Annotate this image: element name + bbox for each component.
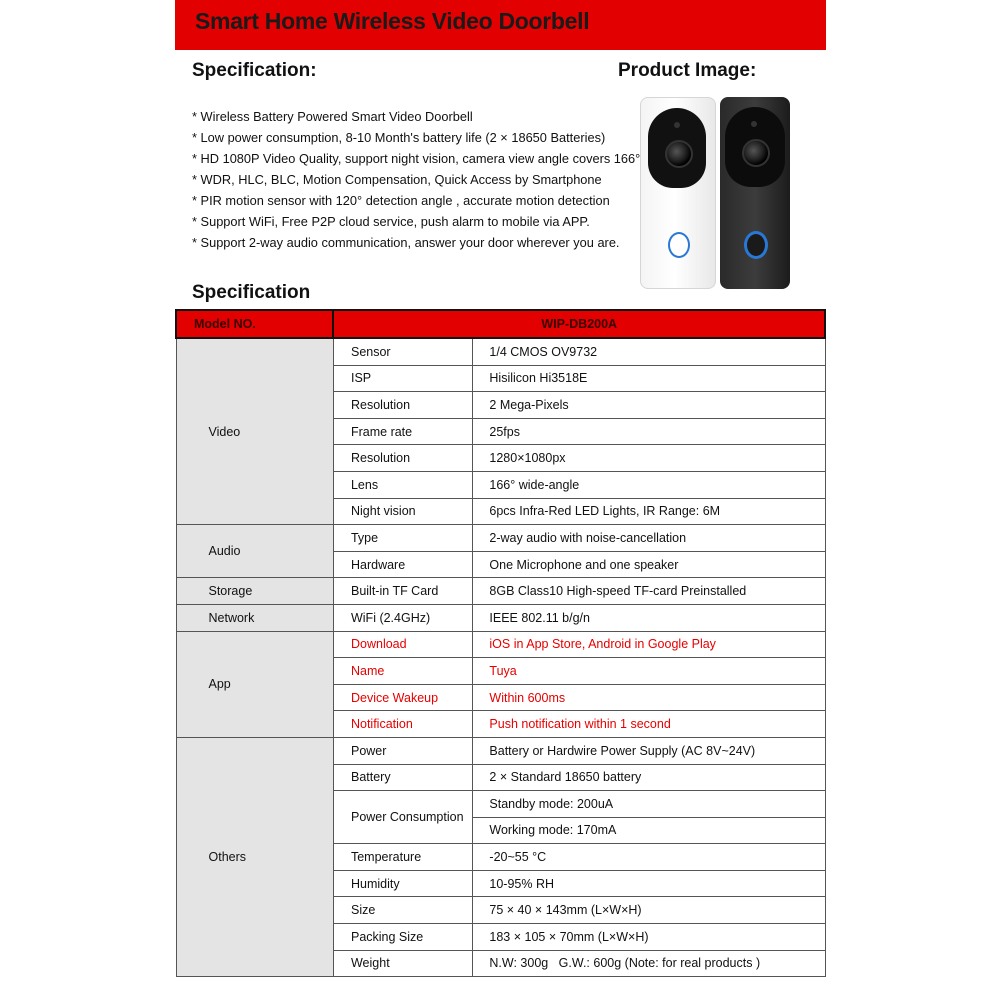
- spec-value: Push notification within 1 second: [473, 711, 825, 738]
- spec-value: 8GB Class10 High-speed TF-card Preinstalled: [473, 578, 825, 605]
- spec-value: Battery or Hardwire Power Supply (AC 8V~24V): [473, 737, 825, 764]
- specification-heading: Specification:: [192, 60, 317, 81]
- doorbell-white-image: [640, 97, 716, 289]
- doorbell-black-image: [720, 97, 790, 289]
- spec-item: Sensor: [333, 338, 472, 365]
- spec-item: ISP: [333, 365, 472, 392]
- feature-item: * Low power consumption, 8-10 Month's battery life (2 × 18650 Batteries): [192, 130, 606, 145]
- spec-value: N.W: 300g G.W.: 600g (Note: for real products ): [473, 950, 825, 977]
- spec-item: Night vision: [333, 498, 472, 525]
- model-value: WIP-DB200A: [333, 310, 825, 338]
- spec-item: Resolution: [333, 392, 472, 419]
- model-label: Model NO.: [176, 310, 333, 338]
- spec-item: Device Wakeup: [333, 684, 472, 711]
- spec-value: 75 × 40 × 143mm (L×W×H): [473, 897, 825, 924]
- spec-value: 2-way audio with noise-cancellation: [473, 525, 825, 552]
- spec-item: Humidity: [333, 870, 472, 897]
- spec-value: Standby mode: 200uA: [473, 791, 825, 818]
- spec-item: Packing Size: [333, 924, 472, 951]
- sensor-dot: [674, 122, 680, 128]
- category-storage: Storage: [176, 578, 333, 605]
- spec-value: 2 Mega-Pixels: [473, 392, 825, 419]
- spec-item: Lens: [333, 471, 472, 498]
- spec-value: -20~55 °C: [473, 844, 825, 871]
- camera-lens-icon: [742, 139, 770, 167]
- spec-item: Notification: [333, 711, 472, 738]
- spec-item: Built-in TF Card: [333, 578, 472, 605]
- spec-value: Hisilicon Hi3518E: [473, 365, 825, 392]
- spec-item: Power Consumption: [333, 791, 472, 844]
- spec-item: Weight: [333, 950, 472, 977]
- spec-value: One Microphone and one speaker: [473, 551, 825, 578]
- spec-value: 183 × 105 × 70mm (L×W×H): [473, 924, 825, 951]
- feature-item: * Support WiFi, Free P2P cloud service, push alarm to mobile via APP.: [192, 214, 590, 229]
- feature-item: * Support 2-way audio communication, answer your door wherever you are.: [192, 235, 620, 250]
- table-heading: Specification: [192, 282, 311, 303]
- category-video: Video: [176, 338, 333, 525]
- page-title: Smart Home Wireless Video Doorbell: [195, 8, 590, 34]
- spec-item: Battery: [333, 764, 472, 791]
- camera-face: [648, 108, 706, 188]
- table-row: [176, 338, 825, 365]
- spec-value: Tuya: [473, 658, 825, 685]
- spec-item: Resolution: [333, 445, 472, 472]
- spec-item: Frame rate: [333, 418, 472, 445]
- feature-item: * WDR, HLC, BLC, Motion Compensation, Quick Access by Smartphone: [192, 172, 602, 187]
- spec-item: Download: [333, 631, 472, 658]
- spec-value: Within 600ms: [473, 684, 825, 711]
- table-row: [176, 737, 825, 764]
- feature-list: [192, 106, 640, 253]
- camera-face: [725, 107, 785, 187]
- spec-value: IEEE 802.11 b/g/n: [473, 604, 825, 631]
- table-row: [176, 525, 825, 552]
- spec-value: 1280×1080px: [473, 445, 825, 472]
- table-header-row: [176, 310, 825, 338]
- spec-item: WiFi (2.4GHz): [333, 604, 472, 631]
- feature-item: * Wireless Battery Powered Smart Video Doorbell: [192, 109, 473, 124]
- doorbell-button-icon: [744, 231, 768, 259]
- spec-item: Name: [333, 658, 472, 685]
- spec-item: Size: [333, 897, 472, 924]
- spec-value: Working mode: 170mA: [473, 817, 825, 844]
- spec-item: Type: [333, 525, 472, 552]
- spec-value: 25fps: [473, 418, 825, 445]
- spec-item: Power: [333, 737, 472, 764]
- category-audio: Audio: [176, 525, 333, 578]
- spec-value: 2 × Standard 18650 battery: [473, 764, 825, 791]
- table-row: [176, 604, 825, 631]
- table-row: [176, 578, 825, 605]
- category-app: App: [176, 631, 333, 737]
- spec-item: Temperature: [333, 844, 472, 871]
- table-row: [176, 631, 825, 658]
- category-others: Others: [176, 737, 333, 976]
- spec-table: [175, 309, 826, 977]
- doorbell-button-icon: [668, 232, 690, 258]
- spec-value: 166° wide-angle: [473, 471, 825, 498]
- feature-item: * PIR motion sensor with 120° detection angle , accurate motion detection: [192, 193, 610, 208]
- category-network: Network: [176, 604, 333, 631]
- spec-value: 1/4 CMOS OV9732: [473, 338, 825, 365]
- product-image-heading: Product Image:: [618, 60, 757, 81]
- feature-item: * HD 1080P Video Quality, support night vision, camera view angle covers 166°: [192, 151, 641, 166]
- spec-value: 10-95% RH: [473, 870, 825, 897]
- spec-item: Hardware: [333, 551, 472, 578]
- spec-value: 6pcs Infra-Red LED Lights, IR Range: 6M: [473, 498, 825, 525]
- spec-value: iOS in App Store, Android in Google Play: [473, 631, 825, 658]
- sensor-dot: [751, 121, 757, 127]
- title-banner: [175, 0, 826, 50]
- camera-lens-icon: [665, 140, 693, 168]
